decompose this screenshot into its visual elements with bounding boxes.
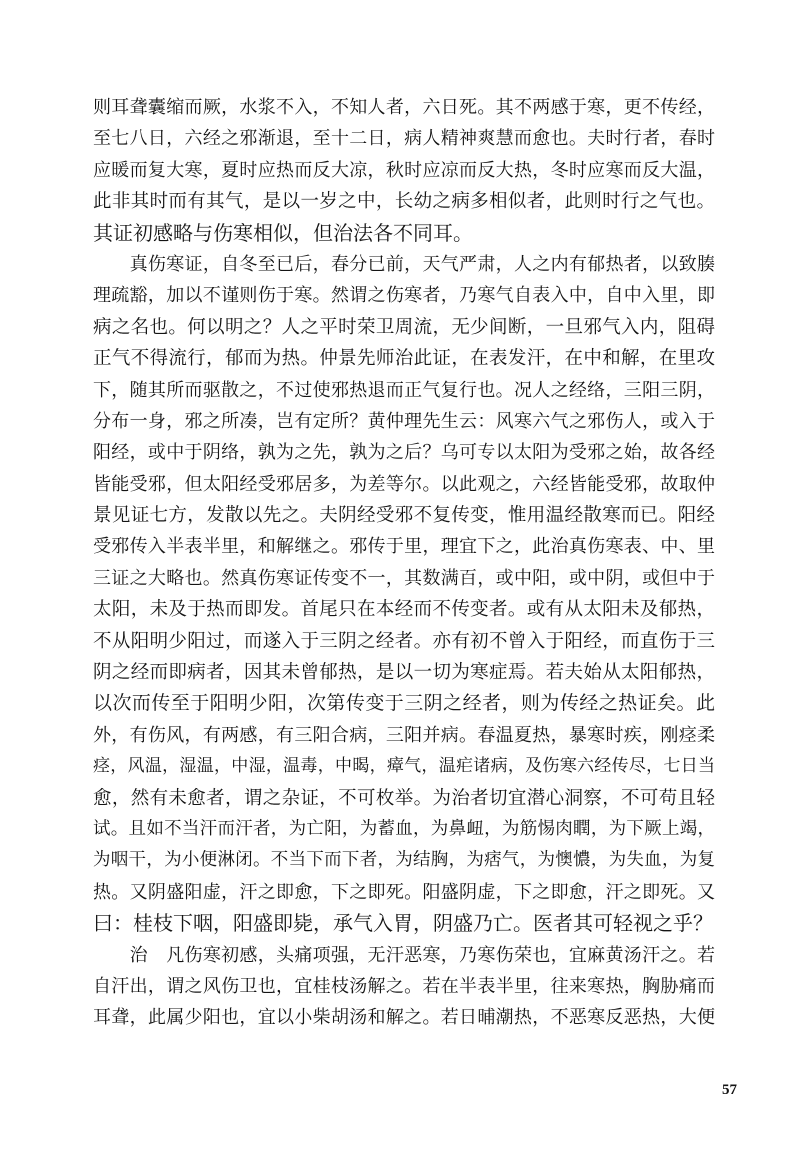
text-line: 真伤寒证，自冬至已后，春分已前，天气严肃，人之内有郁热者，以致腠	[93, 253, 715, 275]
text-line: 治 凡伤寒初感，头痛项强，无汗恶寒，乃寒伤荣也，宜麻黄汤汗之。若	[93, 944, 715, 966]
text-line: 理疏豁，加以不谨则伤于寒。然谓之伤寒者，乃寒气自表入中，自中入里，即	[93, 285, 715, 307]
text-line: 外，有伤风，有两感，有三阳合病，三阳并病。春温夏热，暴寒时疾，刚痉柔	[93, 724, 715, 746]
text-line: 受邪传入半表半里，和解继之。邪传于里，理宜下之，此治真伤寒表、中、里	[93, 536, 715, 558]
text-line: 皆能受邪，但太阳经受邪居多，为差等尔。以此观之，六经皆能受邪，故取仲	[93, 473, 715, 495]
text-line: 至七八日，六经之邪渐退，至十二日，病人精神爽慧而愈也。夫时行者，春时	[93, 128, 715, 150]
text-line: 自汗出，谓之风伤卫也，宜桂枝汤解之。若在半表半里，往来寒热，胸胁痛而	[93, 975, 715, 997]
text-line: 阴之经而即病者，因其未曾郁热，是以一切为寒症焉。若夫始从太阳郁热，	[93, 662, 715, 684]
text-line: 下，随其所而驱散之，不过使邪热退而正气复行也。况人之经络，三阳三阴，	[93, 379, 715, 401]
text-line: 此非其时而有其气，是以一岁之中，长幼之病多相似者，此则时行之气也。	[93, 191, 715, 213]
text-line: 则耳聋囊缩而厥，水浆不入，不知人者，六日死。其不两感于寒，更不传经，	[93, 97, 715, 118]
text-line: 试。且如不当汗而汗者，为亡阳，为蓄血，为鼻衄，为筋惕肉瞤，为下厥上竭，	[93, 818, 715, 839]
text-line: 以次而传至于阳明少阳，次第传变于三阴之经者，则为传经之热证矣。此	[93, 692, 715, 715]
text-line: 太阳，未及于热而即发。首尾只在本经而不传变者。或有从太阳未及郁热，	[93, 599, 715, 621]
text-line: 曰：桂枝下咽，阳盛即毙，承气入胃，阴盛乃亡。医者其可轻视之乎？	[93, 911, 713, 936]
text-line: 热。又阴盛阳虚，汗之即愈，下之即死。阳盛阴虚，下之即愈，汗之即死。又	[93, 881, 715, 903]
text-line: 分布一身，邪之所凑，岂有定所？黄仲理先生云：风寒六气之邪伤人，或入于	[93, 410, 715, 432]
text-line: 景见证七方，发散以先之。夫阴经受邪不复传变，惟用温经散寒而已。阳经	[93, 505, 715, 527]
body-text	[93, 92, 715, 1034]
text-line: 为咽干，为小便淋闭。不当下而下者，为结胸，为痞气，为懊憹，为失血，为复	[93, 850, 715, 871]
text-line: 正气不得流行，郁而为热。仲景先师治此证，在表发汗，在中和解，在里攻	[93, 348, 715, 370]
text-line: 三证之大略也。然真伤寒证传变不一，其数满百，或中阳，或中阴，或但中于	[93, 567, 715, 589]
text-line: 病之名也。何以明之？人之平时荣卫周流，无少间断，一旦邪气入内，阻碍	[93, 316, 715, 338]
text-line: 阳经，或中于阴络，孰为之先，孰为之后？乌可专以太阳为受邪之始，故各经	[93, 442, 715, 464]
page-number: 57	[722, 1082, 737, 1098]
text-line: 愈，然有未愈者，谓之杂证，不可枚举。为治者切宜潜心洞察，不可苟且轻	[93, 787, 715, 809]
text-line: 耳聋，此属少阳也，宜以小柴胡汤和解之。若日晡潮热，不恶寒反恶热，大便	[93, 1007, 715, 1029]
text-line: 应暖而复大寒，夏时应热而反大凉，秋时应凉而反大热，冬时应寒而反大温，	[93, 159, 715, 181]
text-line: 其证初感略与伤寒相似，但治法各不同耳。	[93, 220, 473, 245]
text-line: 痉，风温，湿温，中湿，温毒，中暍，瘴气，温疟诸病，及伤寒六经传尽，七日当	[93, 756, 715, 777]
text-line: 不从阳明少阳过，而遂入于三阴之经者。亦有初不曾入于阳经，而直伤于三	[93, 630, 715, 652]
